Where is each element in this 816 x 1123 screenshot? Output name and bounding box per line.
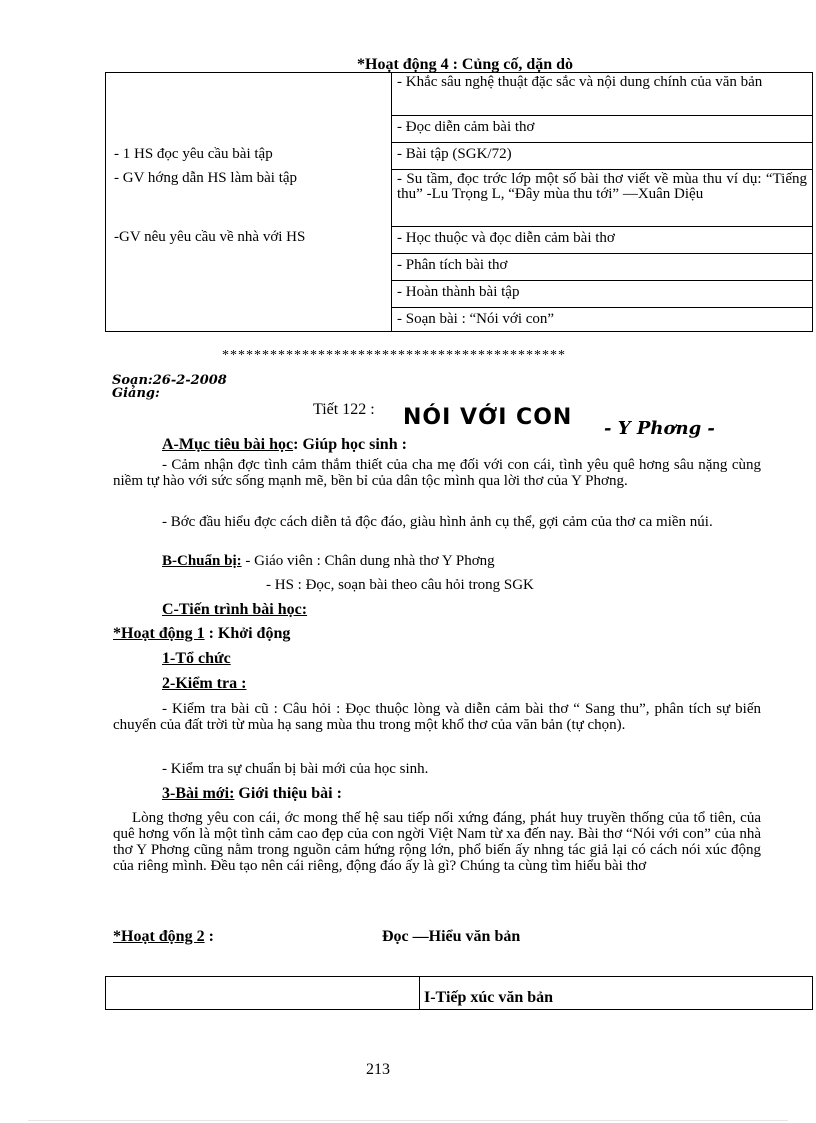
page-bottom-divider xyxy=(28,1120,788,1121)
section-c-heading: C-Tiến trình bài học: xyxy=(162,601,308,618)
activity4-heading: *Hoạt động 4 : Củng cố, dặn dò xyxy=(357,56,574,73)
activity4-right-column xyxy=(392,73,813,332)
soan-date: Soạn:26-2-2008 xyxy=(112,373,227,388)
activity2-left-cell xyxy=(106,977,420,1010)
activity2-colon: : xyxy=(204,928,214,945)
section-a-heading xyxy=(162,436,407,453)
activity4-left-column xyxy=(106,73,392,332)
bai-moi-rest: Giới thiệu bài : xyxy=(234,785,342,802)
kiem-tra-paragraph: - Kiểm tra bài cũ : Câu hỏi : Đọc thuộc lòng và diễn cảm bài thơ “ Sang thu”, phân tích sự biến chuyển của đất trời từ mùa hạ sang mùa thu trong một khổ thơ của văn bản (tự chọn). xyxy=(113,701,761,733)
star-separator: ******************************************* xyxy=(222,348,566,363)
kiem-tra-paragraph: - Kiểm tra sự chuẩn bị bài mới của học sinh. xyxy=(162,761,429,777)
page-number: 213 xyxy=(366,1061,390,1078)
right-row: - Hoàn thành bài tập xyxy=(392,280,812,307)
right-row: - Học thuộc và đọc diễn cảm bài thơ xyxy=(392,226,812,253)
bai-moi-heading xyxy=(162,785,342,802)
activity2-label: *Hoạt động 2 xyxy=(113,928,205,945)
activity1-heading xyxy=(113,625,290,642)
activity1-label: *Hoạt động 1 xyxy=(113,625,205,642)
activity2-title: Đọc —Hiểu văn bản xyxy=(382,928,521,945)
left-line: - 1 HS đọc yêu cầu bài tập xyxy=(114,146,273,162)
tiep-xuc-heading: I-Tiếp xúc văn bản xyxy=(424,988,554,1006)
section-a-rest: : Giúp học sinh : xyxy=(293,436,407,453)
section-a-label: A-Mục tiêu bài học xyxy=(162,436,294,453)
section-b-students: - HS : Đọc, soạn bài theo câu hỏi trong SGK xyxy=(266,577,534,593)
right-row: - Khắc sâu nghệ thuật đặc sắc và nội dung chính của văn bản xyxy=(397,74,763,90)
bai-moi-label: 3-Bài mới: xyxy=(162,785,235,802)
left-line: - GV hớng dẫn HS làm bài tập xyxy=(114,170,298,186)
right-row: - Bài tập (SGK/72) xyxy=(392,142,812,169)
section-a-paragraph: - Bớc đầu hiểu đợc cách diễn tả độc đáo, giàu hình ảnh cụ thể, gợi cảm của thơ ca miền núi. xyxy=(162,514,713,530)
activity2-heading xyxy=(113,928,214,945)
lesson-author: - Y Phơng - xyxy=(604,418,715,439)
tiet-label: Tiết 122 : xyxy=(313,401,375,418)
introduction-paragraph: Lòng thơng yêu con cái, ớc mong thế hệ sau tiếp nối xứng đáng, phát huy truyền thống của tổ tiên, của quê hơng vốn là một tình cảm cao đẹp của con ngời Việt Nam từ xa đến nay. Bài thơ “Nói với con” của nhà thơ Y Phơng cũng nằm trong nguồn cảm hứng rộng lớn, phổ biến ấy nhng tác giả lại có cách nói xúc động của riêng mình. Đều tạo nên cái riêng, động đáo ấy là gì? Chúng ta cùng tìm hiểu bài thơ xyxy=(113,810,761,874)
lesson-title: NÓI VỚI CON xyxy=(403,405,573,430)
right-row: - Su tầm, đọc trớc lớp một số bài thơ viết về mùa thu ví dụ: “Tiếng thu” -Lu Trọng L, “Đây mùa thu tới” —Xuân Diệu xyxy=(392,169,812,226)
right-row: - Đọc diễn cảm bài thơ xyxy=(392,115,812,142)
kiem-tra-heading: 2-Kiểm tra : xyxy=(162,675,247,692)
to-chuc-heading: 1-Tổ chức xyxy=(162,650,231,667)
right-row: - Phân tích bài thơ xyxy=(392,253,812,280)
section-a-paragraph: - Cảm nhận đợc tình cảm thắm thiết của cha mẹ đối với con cái, tình yêu quê hơng sâu nặng cùng niềm tự hào với sức sống mạnh mẽ, bền bỉ của dân tộc mình qua lời thơ của Y Phơng. xyxy=(113,457,761,489)
activity2-right-cell xyxy=(420,977,813,1010)
activity1-rest: : Khởi động xyxy=(208,625,291,642)
left-line: -GV nêu yêu cầu về nhà với HS xyxy=(114,229,306,245)
section-b xyxy=(162,553,495,569)
section-b-teacher: - Giáo viên : Chân dung nhà thơ Y Phơng xyxy=(245,553,495,569)
section-b-label: B-Chuẩn bị: xyxy=(162,553,242,569)
activity4-table xyxy=(105,72,813,332)
right-row: - Soạn bài : “Nói với con” xyxy=(392,307,812,331)
giang-date: Giảng: xyxy=(112,386,160,401)
activity2-table xyxy=(105,976,813,1010)
